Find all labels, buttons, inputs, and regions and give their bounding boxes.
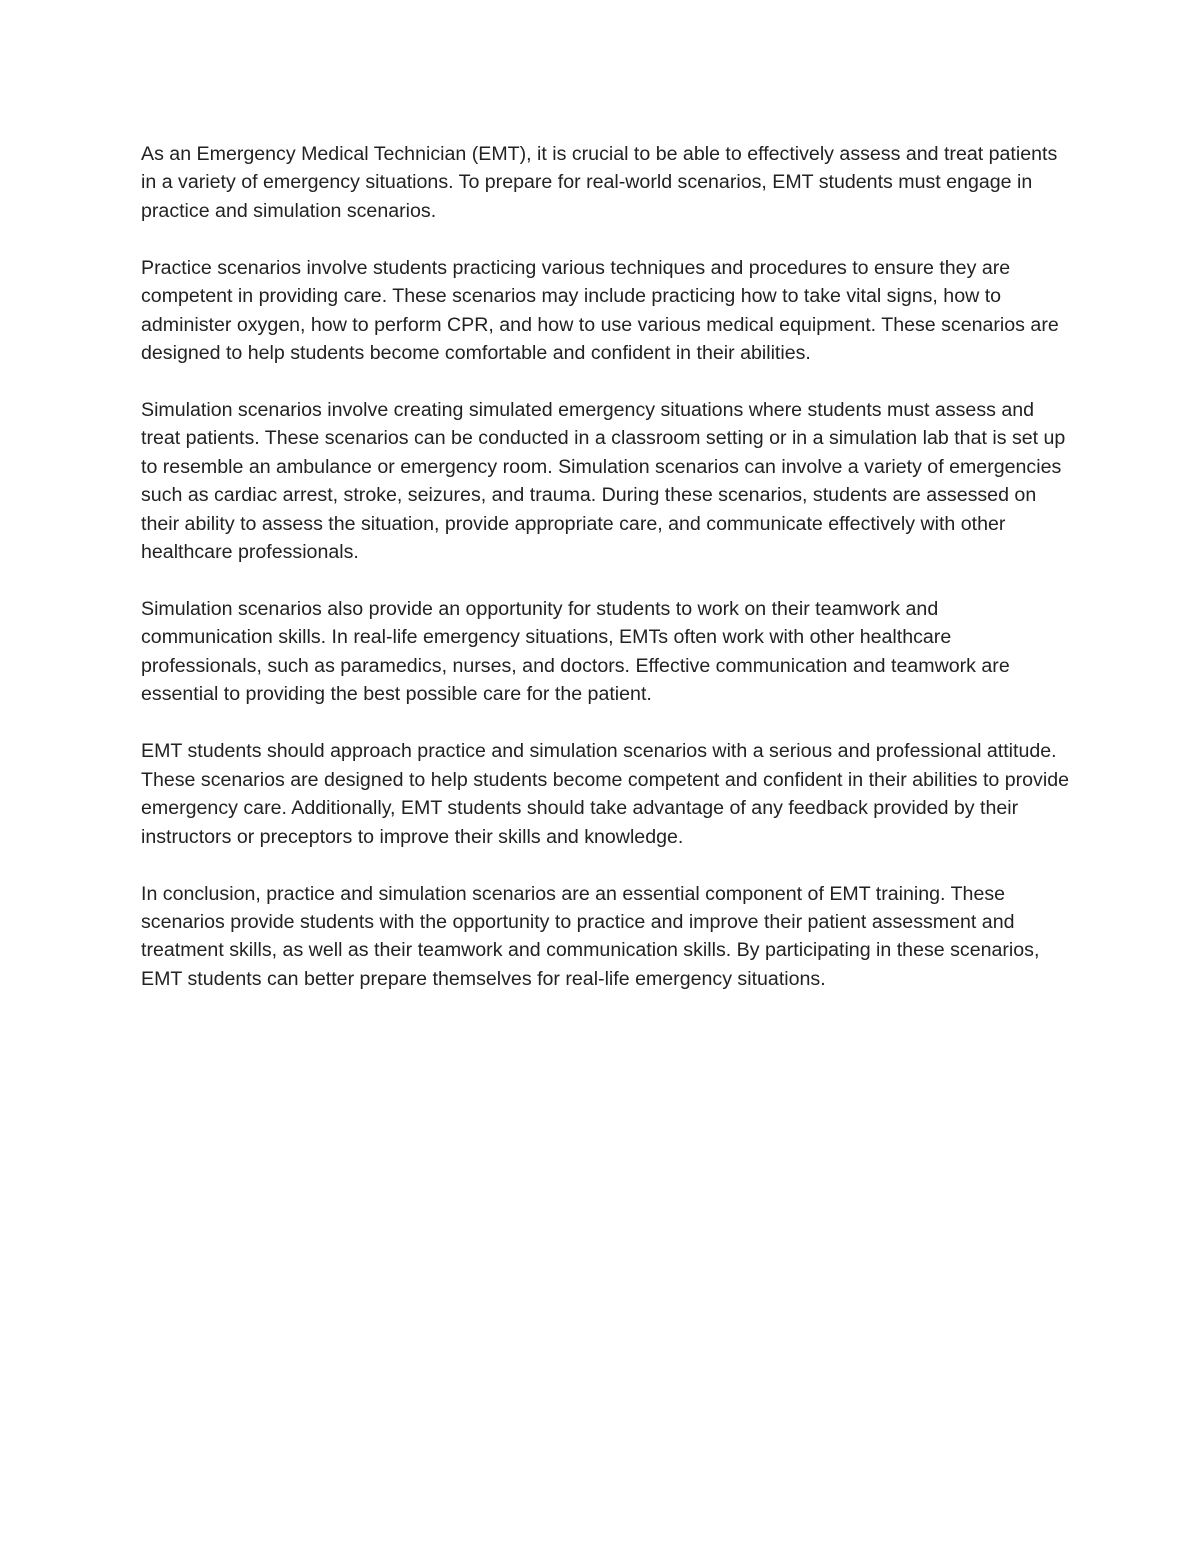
paragraph-conclusion: In conclusion, practice and simulation scenarios are an essential component of EMT training. These scenarios provide students with the opportunity to practice and improve their patient assessment and treatment skills, as well as their teamwork and communication skills. By participating in these scenarios, EMT students can better prepare themselves for real-life emergency situations. — [141, 882, 1040, 990]
paragraph-teamwork: Simulation scenarios also provide an opportunity for students to work on their teamwork and communication skills. In real-life emergency situations, EMTs often work with other healthcare professionals, such as paramedics, nurses, and doctors. Effective communication and teamwork are essential to providing the best possible care for the patient. — [141, 598, 1010, 706]
document-body — [141, 140, 1071, 1022]
paragraph-intro: As an Emergency Medical Technician (EMT), it is crucial to be able to effectively assess and treat patients in a variety of emergency situations. To prepare for real-world scenarios, EMT students must engage in practice and simulation scenarios. — [141, 143, 1058, 222]
paragraph-practice-scenarios: Practice scenarios involve students practicing various techniques and procedures to ensure they are competent in providing care. These scenarios may include practicing how to take vital signs, how to administer oxygen, how to perform CPR, and how to use various medical equipment. These scenarios are designed to help students become comfortable and confident in their abilities. — [141, 256, 1059, 365]
paragraph-simulation-scenarios: Simulation scenarios involve creating simulated emergency situations where students must assess and treat patients. These scenarios can be conducted in a classroom setting or in a simulation lab that is set up to resemble an ambulance or emergency room. Simulation scenarios can involve a variety of emergencies such as cardiac arrest, stroke, seizures, and trauma. During these scenarios, students are assessed on their ability to assess the situation, provide appropriate care, and communicate effectively with other healthcare professionals. — [141, 399, 1066, 564]
paragraph-attitude: EMT students should approach practice and simulation scenarios with a serious and professional attitude. These scenarios are designed to help students become competent and confident in their abilities to provide emergency care. Additionally, EMT students should take advantage of any feedback provided by their instructors or preceptors to improve their skills and knowledge. — [141, 740, 1070, 848]
